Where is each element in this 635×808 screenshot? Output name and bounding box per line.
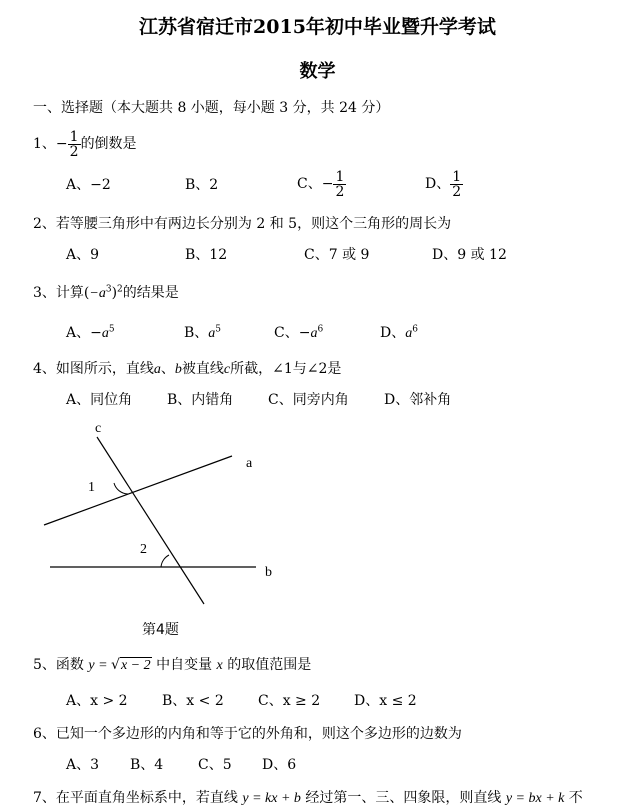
- q2-option-a: A、9: [66, 247, 100, 263]
- q7-prefix: 7、在平面直角坐标系中，若直线: [33, 790, 243, 806]
- label-a: a: [246, 456, 253, 471]
- line-a: [44, 456, 232, 525]
- q5-option-a: A、x > 2: [66, 693, 128, 709]
- q1-option-c-label: C、−: [297, 176, 334, 192]
- q4-stem-c: 所截，∠1与∠2是: [230, 361, 342, 377]
- question-7: [33, 789, 583, 808]
- q3-option-a-var: a: [101, 326, 109, 341]
- q4-comma: 、: [160, 361, 175, 377]
- question-5: [33, 656, 311, 675]
- q3-inner-exponent: 3: [105, 284, 112, 295]
- exam-title: 江苏省宿迁市2015年初中毕业暨升学考试: [139, 16, 496, 38]
- q3-option-d-exp: 6: [412, 324, 418, 335]
- q5-y-eq: y =: [88, 658, 112, 673]
- q3-close-paren: ): [111, 285, 118, 301]
- q2-option-c: C、7 或 9: [304, 247, 370, 263]
- q3-base: −a: [89, 286, 106, 301]
- q1-c-numerator: 1: [335, 168, 345, 185]
- q5-sqrt-sign: √: [111, 657, 120, 673]
- figure-caption: 第4题: [142, 622, 179, 638]
- q1-d-numerator: 1: [452, 168, 462, 185]
- q6-option-a: A、3: [66, 757, 100, 773]
- q7-expr-1: y = kx + b: [242, 791, 301, 806]
- subject-title: 数学: [299, 61, 336, 82]
- label-angle-1: 1: [88, 480, 95, 495]
- q4-option-b: B、内错角: [167, 392, 234, 408]
- q5-var-x: x: [216, 658, 223, 673]
- q6-option-b: B、4: [130, 757, 164, 773]
- label-c: c: [95, 421, 102, 436]
- q2-option-d: D、9 或 12: [432, 247, 507, 263]
- q3-prefix: 3、计算(: [33, 285, 90, 301]
- q1-denominator: 2: [69, 143, 79, 160]
- q7-suffix: 不: [564, 790, 583, 806]
- q3-option-b-var: a: [208, 326, 216, 341]
- q5-prefix: 5、函数: [33, 657, 89, 673]
- q5-radicand: x − 2: [120, 658, 151, 673]
- q3-option-d-label: D、: [380, 325, 406, 341]
- q4-stem-b: 被直线: [181, 361, 224, 377]
- q4-line-a: a: [153, 362, 161, 377]
- q3-option-b-label: B、: [184, 325, 209, 341]
- q1-option-a: A、−2: [66, 177, 111, 193]
- q4-line-b: b: [174, 362, 182, 377]
- q3-outer-exponent: 2: [117, 284, 123, 295]
- q5-suffix: 的取值范围是: [222, 657, 312, 673]
- q1-suffix: 的倒数是: [80, 136, 137, 152]
- q2-option-b: B、12: [185, 247, 228, 263]
- q4-line-c: c: [223, 362, 231, 377]
- q5-option-b: B、x < 2: [162, 693, 224, 709]
- q4-option-d: D、邻补角: [384, 392, 452, 408]
- q4-option-a: A、同位角: [66, 392, 133, 408]
- q5-option-c: C、x ≥ 2: [258, 693, 321, 709]
- q1-option-d-label: D、: [425, 176, 451, 192]
- q7-mid: 经过第一、三、四象限，则直线: [300, 790, 506, 806]
- q1-c-denominator: 2: [335, 183, 345, 200]
- q6-option-d: D、6: [262, 757, 297, 773]
- q3-option-d-var: a: [405, 326, 413, 341]
- label-angle-2: 2: [140, 542, 147, 557]
- q4-stem-a: 4、如图所示，直线: [33, 361, 154, 377]
- q3-suffix: 的结果是: [122, 285, 179, 301]
- q7-expr-2: y = bx + k: [505, 791, 565, 806]
- label-b: b: [265, 565, 272, 580]
- q3-option-a-exp: 5: [108, 324, 115, 335]
- q6-option-c: C、5: [198, 757, 232, 773]
- q3-option-a-label: A、−: [66, 325, 102, 341]
- q3-option-b-exp: 5: [215, 324, 222, 335]
- q3-option-c-exp: 6: [317, 324, 324, 335]
- angle-2-arc: [161, 555, 169, 567]
- q1-d-denominator: 2: [452, 183, 462, 200]
- section-heading: 一、选择题（本大题共 8 小题，每小题 3 分，共 24 分）: [33, 100, 390, 116]
- q1-prefix: 1、−: [33, 136, 68, 152]
- q4-option-c: C、同旁内角: [268, 392, 349, 408]
- q1-option-b: B、2: [185, 177, 219, 193]
- angle-1-arc: [114, 483, 128, 494]
- q5-option-d: D、x ≤ 2: [354, 693, 417, 709]
- q1-numerator: 1: [69, 128, 79, 145]
- q3-option-c-label: C、−: [274, 325, 311, 341]
- line-c: [97, 437, 204, 604]
- q3-option-c-var: a: [310, 326, 318, 341]
- question-6: 6、已知一个多边形的内角和等于它的外角和，则这个多边形的边数为: [33, 726, 462, 742]
- q5-mid: 中自变量: [151, 657, 217, 673]
- question-2: 2、若等腰三角形中有两边长分别为 2 和 5，则这个三角形的周长为: [33, 216, 452, 232]
